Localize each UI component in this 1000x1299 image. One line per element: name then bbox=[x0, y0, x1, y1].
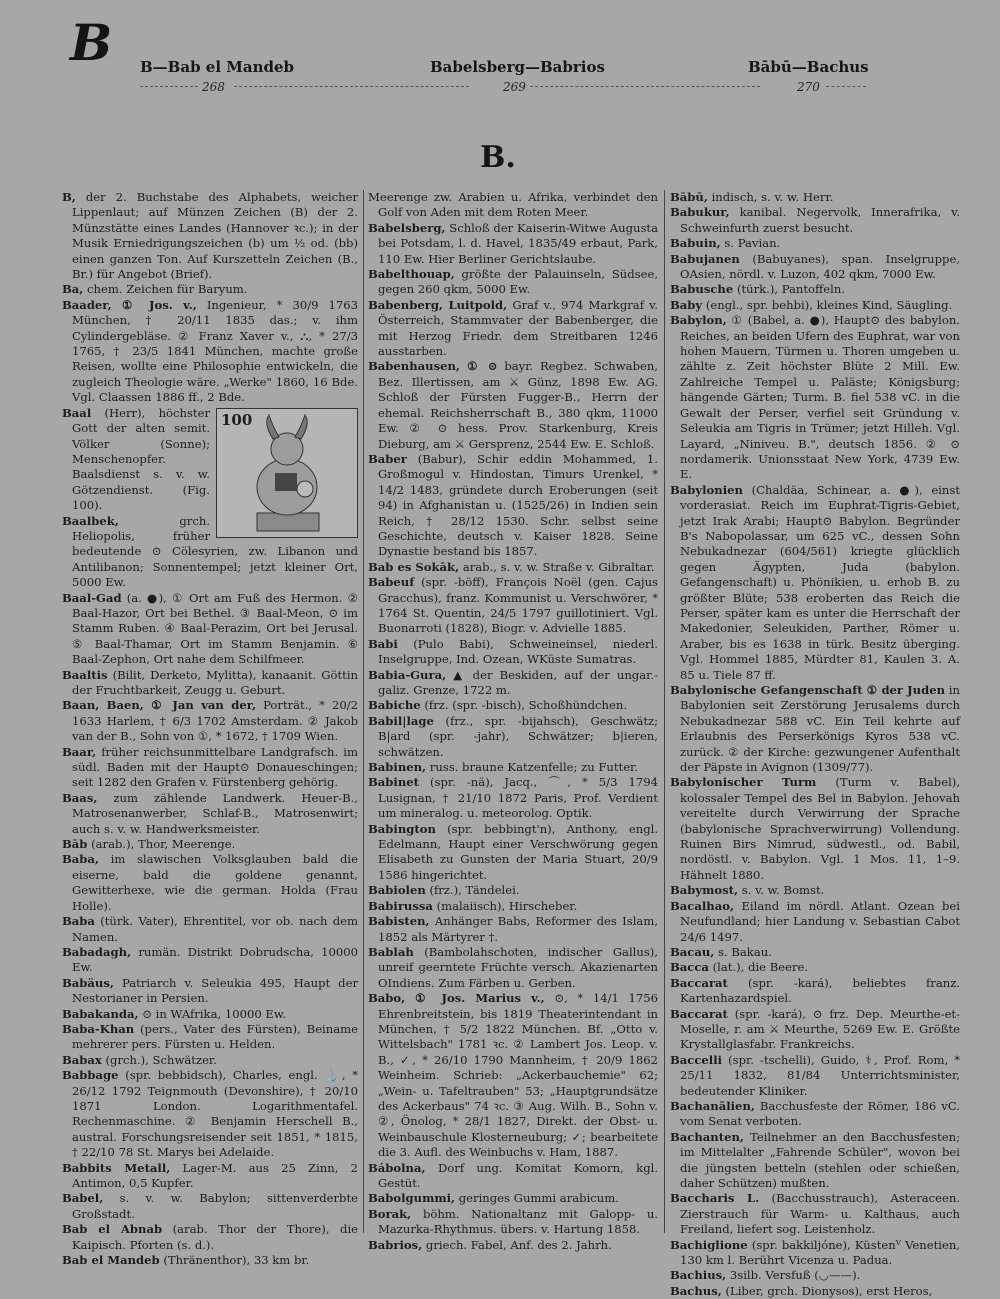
entry-text: (Babuyanes), span. Inselgruppe, OAsien, nördl. v. Luzon, 402 qkm, 7000 Ew. bbox=[680, 251, 960, 282]
entry-text: (engl., spr. behbi), kleines Kind, Säugling. bbox=[705, 297, 953, 312]
entry-headword: Baba bbox=[62, 914, 95, 929]
entry-text: (grch.), Schwätzer. bbox=[105, 1052, 217, 1067]
entry-headword: Bablah bbox=[368, 944, 414, 959]
entry-text: (frz.), Tändelei. bbox=[429, 883, 520, 898]
dictionary-entry bbox=[670, 883, 960, 898]
dictionary-entry bbox=[62, 1161, 358, 1192]
entry-headword: Babenberg, Luitpold, bbox=[368, 297, 508, 312]
entry-headword: Babuin, bbox=[670, 236, 721, 251]
entry-headword: Babenhausen, ① ⊙ bbox=[368, 359, 498, 374]
entry-headword: Bacca bbox=[670, 960, 709, 975]
dictionary-entry bbox=[670, 313, 960, 482]
dictionary-entry bbox=[670, 1191, 960, 1237]
entry-headword: Baalbek, bbox=[62, 513, 119, 528]
entry-headword: Babinen, bbox=[368, 760, 427, 775]
entry-text: (Bilit, Derketo, Mylitta), kanaanit. Göttin der Fruchtbarkeit, Zeugg u. Geburt. bbox=[72, 667, 358, 697]
entry-headword: Babolgummi, bbox=[368, 1191, 456, 1206]
dictionary-entry bbox=[368, 637, 658, 668]
entry-text: (spr. -nä), Jacq., ⌒, * 5/3 1794 Lusignan, † 21/10 1872 Paris, Prof. Verdient um mineralog. u. meteorolog. Optik. bbox=[378, 775, 658, 821]
dictionary-entry bbox=[670, 190, 960, 205]
entry-text: ▲ der Beskiden, auf der ungar.-galiz. Grenze, 1722 m. bbox=[378, 667, 659, 697]
entry-headword: Babadagh, bbox=[62, 944, 132, 959]
entry-text: Bacchusfeste der Römer, 186 vC. vom Senat verboten. bbox=[680, 1098, 960, 1129]
column-divider bbox=[363, 190, 364, 1233]
dictionary-entry bbox=[670, 976, 960, 1007]
entry-headword: Baccelli bbox=[670, 1052, 723, 1067]
entry-headword: Babi bbox=[368, 636, 398, 651]
entry-text: Eiland im nördl. Atlant. Ozean bei Neufundland; hier Landung v. Sebastian Cabot 24/6 1497. bbox=[680, 898, 960, 944]
dictionary-entry bbox=[368, 899, 658, 914]
divider bbox=[530, 86, 760, 87]
dictionary-entry bbox=[670, 1238, 960, 1269]
entry-text: im slawischen Volksglauben bald die eiserne, bald die goldene genannt, Gewitterhexe, wie die german. Holda (Frau Holle). bbox=[72, 852, 358, 913]
baal-illustration bbox=[216, 408, 358, 538]
dictionary-entry bbox=[368, 452, 658, 560]
entry-headword: Bachus, bbox=[670, 1283, 722, 1298]
entry-text: Patriarch v. Seleukia 495, Haupt der Nestorianer in Persien. bbox=[72, 975, 358, 1006]
dictionary-entry bbox=[62, 1222, 358, 1253]
entry-text: (spr. bebbingt'n), Anthony, engl. Edelmann, Haupt einer Verschwörung gegen Elisabeth zu Gunsten der Maria Stuart, 20/9 1586 hingerichtet. bbox=[378, 821, 659, 882]
dictionary-entry bbox=[368, 698, 658, 713]
entry-text: (Babur), Schir eddin Mohammed, 1. Großmogul v. Hindostan, Timurs Urenkel, * 14/2 1483, gründete durch Eroberungen (seit 94) in Afghanistan u. (1525/26) in Indien sein Reich, † 28/12 1530. Schr. selbst seine Geschichte, deutsch v. Kaiser 1828. Seine Dynastie bestand bis 1857. bbox=[378, 451, 658, 559]
entry-text: (spr. -kará), ⊙ frz. Dep. Meurthe-et-Moselle, r. am ⚔ Meurthe, 5269 Ew. E. Größte Krystallglasfabr. Frankreichs. bbox=[680, 1006, 961, 1052]
entry-headword: B, bbox=[62, 190, 76, 204]
dictionary-entry bbox=[62, 190, 358, 282]
entry-headword: Baader, ① Jos. v., bbox=[62, 297, 197, 312]
entry-text: s. v. w. Babylon; sittenverderbte Großstadt. bbox=[72, 1191, 358, 1221]
entry-headword: Babylonischer Turm bbox=[670, 775, 817, 790]
entry-text: zum zählende Landwerk. Heuer-B., Matrosenanwerber, Schlaf-B., Matrosenwirt; auch s. v. w. Handwerksmeister. bbox=[72, 790, 358, 836]
entry-text: Meerenge zw. Arabien u. Afrika, verbindet den Golf von Aden mit dem Roten Meer. bbox=[368, 190, 658, 220]
dictionary-entry bbox=[368, 883, 658, 898]
entry-headword: Babo, ① Jos. Marius v., bbox=[368, 991, 545, 1006]
entry-text: s. Bakau. bbox=[718, 944, 772, 959]
dictionary-entry bbox=[62, 698, 358, 744]
dictionary-entry bbox=[62, 837, 358, 852]
dictionary-entry bbox=[670, 775, 960, 883]
running-head-left: B—Bab el Mandeb bbox=[140, 58, 294, 76]
section-letter: B bbox=[70, 13, 113, 72]
entry-text: Ingenieur, * 30/9 1763 München, † 20/11 1835 das.; v. ihm Cylindergebläse. ② Franz Xaver v., ⛬, * 27/3 1765, † 23/5 1841 München, machte große Reisen, wollte eine Philosophie entwickeln, die zugleich Theologie wäre. „Werke" 1860, 16 Bde. Vgl. Claassen 1886 ff., 2 Bde. bbox=[72, 297, 358, 405]
entry-text: bayr. Regbez. Schwaben, Bez. Illertissen, am ⚔ Günz, 1898 Ew. AG. Schloß der Fürsten Fugger-B., Herrn der ehemal. Reichsherrschaft B., 380 qkm, 11000 Ew. ② ⊙ hess. Prov. Starkenburg, Kreis Dieburg, am ⚔ Gersprenz, 2544 Ew. E. Schloß. bbox=[378, 359, 659, 451]
dictionary-entry bbox=[62, 1053, 358, 1068]
running-head-center: Babelsberg—Babrios bbox=[430, 58, 605, 76]
entry-text: (pers., Vater des Fürsten), Beiname mehrerer pers. Fürsten u. Helden. bbox=[72, 1021, 359, 1052]
column-divider bbox=[664, 190, 665, 1233]
entry-headword: Bacau, bbox=[670, 944, 715, 959]
entry-text: böhm. Nationaltanz mit Galopp- u. Mazurka-Rhythmus. übers. v. Hartung 1858. bbox=[378, 1206, 659, 1237]
dictionary-entry bbox=[670, 960, 960, 975]
entry-headword: Babax bbox=[62, 1052, 102, 1067]
dictionary-entry bbox=[670, 298, 960, 313]
entry-text: ⊙ in WAfrika, 10000 Ew. bbox=[142, 1006, 287, 1021]
page-number: 268 bbox=[202, 80, 225, 94]
entry-headword: Babil|lage bbox=[368, 713, 434, 728]
dictionary-entry bbox=[368, 714, 658, 760]
entry-headword: Babylonien bbox=[670, 482, 743, 497]
entry-headword: Borak, bbox=[368, 1206, 412, 1221]
entry-text: griech. Fabel, Anf. des 2. Jahrh. bbox=[425, 1237, 612, 1252]
entry-text: (Bambolahschoten, indischer Gallus), unreif geerntete Früchte versch. Akazienarten OIndiens. Zum Färben u. Gerben. bbox=[378, 944, 658, 990]
entry-headword: Baas, bbox=[62, 790, 98, 805]
running-head-right: Bābū—Bachus bbox=[748, 58, 869, 76]
dictionary-entry bbox=[368, 668, 658, 699]
dictionary-entry bbox=[368, 914, 658, 945]
entry-text: 3silb. Versfuß (◡——). bbox=[729, 1268, 861, 1283]
entry-text: (a. ●), ① Ort am Fuß des Hermon. ② Baal-Hazor, Ort bei Bethel. ③ Baal-Meon, ⊙ im Stamm Ruben. ④ Baal-Perazim, Ort bei Jerusal. ⑤ Baal-Thamar, Ort im Stamm Benjamin. ⑥ Baal-Zephon, Ort nahe dem Schilfmeer. bbox=[72, 590, 358, 667]
dictionary-entry bbox=[368, 1161, 658, 1192]
entry-headword: Babbits Metall, bbox=[62, 1160, 171, 1175]
dictionary-entry bbox=[670, 1053, 960, 1099]
entry-headword: Baba, bbox=[62, 852, 99, 867]
entry-headword: Babujanen bbox=[670, 251, 740, 266]
dictionary-entry bbox=[670, 1130, 960, 1192]
entry-text: (arab.), Thor, Meerenge. bbox=[91, 837, 236, 852]
entry-text: (Thränenthor), 33 km br. bbox=[163, 1253, 310, 1268]
dictionary-entry bbox=[368, 575, 658, 637]
dictionary-entry bbox=[62, 791, 358, 837]
dictionary-entry bbox=[62, 591, 358, 668]
entry-text: (türk.), Pantoffeln. bbox=[736, 282, 845, 297]
entry-headword: Babington bbox=[368, 821, 436, 836]
figure-number: 100 bbox=[221, 410, 253, 429]
entry-headword: Babelsberg, bbox=[368, 220, 446, 235]
page-number: 270 bbox=[797, 80, 820, 94]
dictionary-entry bbox=[368, 1191, 658, 1206]
dictionary-entry bbox=[670, 1268, 960, 1283]
dictionary-entry bbox=[670, 483, 960, 683]
entry-text: der 2. Buchstabe des Alphabets, weicher Lippenlaut; auf Münzen Zeichen (B) der 2. Münzstätte eines Landes (Hannover ꝛc.); in der Musik Erniedrigungszeichen (b) um ½ od. (bb) einen ganzen Ton. Auf Kurszetteln Zeichen (B., Br.) für Angebot (Brief). bbox=[72, 190, 358, 282]
entry-headword: Babukur, bbox=[670, 205, 730, 220]
entry-text: (spr. -kará), beliebtes franz. Kartenhazardspiel. bbox=[680, 975, 960, 1006]
entry-text: (Pulo Babi), Schweineinsel, niederl. Inselgruppe, Ind. Ozean, WKüste Sumatras. bbox=[378, 636, 658, 667]
page-number: 269 bbox=[503, 80, 526, 94]
entry-text: (Herr), höchster Gott der alten semit. Völker (Sonne); Menschenopfer. Baalsdienst s. v. w. Götzendienst. (Fig. 100). bbox=[72, 405, 210, 513]
entry-text: (frz., spr. -bijahsch), Geschwätz; B|ard (spr. -jahr), Schwätzer; b|ieren, schwätzen. bbox=[378, 713, 658, 759]
entry-text: Anhänger Babs, Reformer des Islam, 1852 als Märtyrer †. bbox=[378, 914, 659, 944]
text-column-2 bbox=[368, 190, 659, 1252]
divider bbox=[140, 86, 198, 87]
entry-text: (spr. bebbidsch), Charles, engl. ⚓, * 26/12 1792 Teignmouth (Devonshire), † 20/10 1871 London. Logarithmentafel. Rechenmaschine. ② Benjamin Herschell B., austral. Forschungsreisender seit 1851, * 1815, † 22/10 78 St. Marys bei Adelaide. bbox=[72, 1068, 358, 1160]
dictionary-entry bbox=[670, 1099, 960, 1130]
entry-headword: Bachanten, bbox=[670, 1129, 744, 1144]
dictionary-entry bbox=[368, 267, 658, 298]
entry-headword: Bábolna, bbox=[368, 1160, 426, 1175]
dictionary-entry bbox=[368, 221, 658, 267]
entry-headword: Bab es Sokāk, bbox=[368, 559, 460, 574]
entry-headword: Baba-Khan bbox=[62, 1021, 135, 1036]
entry-headword: Bachius, bbox=[670, 1268, 727, 1283]
entry-headword: Babbage bbox=[62, 1068, 119, 1083]
dictionary-entry bbox=[62, 1007, 358, 1022]
dictionary-entry bbox=[62, 668, 358, 699]
dictionary-entry bbox=[368, 560, 658, 575]
dictionary-entry bbox=[62, 852, 358, 914]
entry-headword: Babäus, bbox=[62, 975, 114, 990]
dictionary-entry bbox=[368, 359, 658, 451]
dictionary-entry bbox=[62, 1253, 358, 1268]
entry-headword: Babakanda, bbox=[62, 1006, 139, 1021]
entry-headword: Babia-Gura, bbox=[368, 667, 447, 682]
dictionary-entry bbox=[670, 683, 960, 775]
text-column-1 bbox=[62, 190, 359, 1268]
entry-headword: Baar, bbox=[62, 744, 97, 759]
entry-headword: Bacalhao, bbox=[670, 898, 734, 913]
entry-text: Lager-M. aus 25 Zinn, 2 Antimon, 0,5 Kupfer. bbox=[72, 1160, 358, 1190]
entry-text: (spr. -böff), François Noël (gen. Cajus Gracchus), franz. Kommunist u. Verschwörer, * 1764 St. Quentin, 24/5 1797 guillotiniert. Vgl. Buonarroti (1828), Biogr. v. Advielle 1885. bbox=[378, 575, 658, 636]
dictionary-entry bbox=[670, 945, 960, 960]
entry-text: früher reichsunmittelbare Landgrafsch. im südl. Baden mit der Haupt⊙ Donaueschingen; seit 1282 den Grafen v. Fürstenberg gehörig. bbox=[72, 744, 358, 790]
dictionary-entry bbox=[368, 991, 658, 1160]
entry-headword: Babylonische Gefangenschaft ① der Juden bbox=[670, 683, 946, 697]
dictionary-entry bbox=[368, 822, 658, 884]
entry-text: (Turm v. Babel), kolossaler Tempel des Bel in Babylon. Jehovah vereitelte durch Verwirrung der Sprache (babylonische Sprachverwirrung) Vollendung. Ruinen Birs Nimrud, südwestl., od. Babil, nordöstl. v. Babylon. Vgl. 1 Mos. 11, 1–9. Hähnelt 1880. bbox=[680, 775, 961, 882]
entry-text: (spr. bakkiljóne), Küstenⱽ Venetien, 130 km l. Berührt Vicenza u. Padua. bbox=[680, 1237, 960, 1268]
entry-text: s. v. w. Bomst. bbox=[741, 883, 825, 898]
dictionary-entry bbox=[62, 914, 358, 945]
entry-text: Schloß der Kaiserin-Witwe Augusta bei Potsdam, l. d. Havel, 1835/49 erbaut, Park, 110 Ew. Hier Berliner Gerichtslaube. bbox=[378, 220, 659, 266]
dictionary-entry bbox=[62, 976, 358, 1007]
entry-text: Graf v., 974 Markgraf v. Österreich, Stammvater der Babenberger, die mit Herzog Friedr. dem Streitbaren 1246 ausstarben. bbox=[378, 297, 658, 359]
entry-headword: Babusche bbox=[670, 282, 734, 297]
entry-text: Teilnehmer an den Bacchusfesten; im Mittelalter „Fahrende Schüler", wovon bei die jüngsten betteln (stehlen oder schießen, daher Schützen) mußten. bbox=[680, 1129, 960, 1190]
entry-headword: Babylon, bbox=[670, 313, 727, 328]
dictionary-entry bbox=[670, 236, 960, 251]
entry-headword: Bab el Abnab bbox=[62, 1222, 163, 1237]
dictionary-entry bbox=[62, 1068, 358, 1160]
entry-headword: Babymost, bbox=[670, 883, 739, 898]
entry-headword: Babrios, bbox=[368, 1237, 423, 1252]
divider bbox=[234, 86, 469, 87]
dictionary-entry bbox=[670, 205, 960, 236]
dictionary-entry bbox=[670, 252, 960, 283]
entry-headword: Bachanālien, bbox=[670, 1098, 755, 1113]
entry-headword: Babisten, bbox=[368, 914, 430, 929]
dictionary-entry bbox=[670, 899, 960, 945]
dictionary-entry bbox=[62, 945, 358, 976]
dictionary-entry bbox=[368, 775, 658, 821]
dictionary-entry bbox=[670, 1007, 960, 1053]
dictionary-entry bbox=[62, 282, 358, 297]
entry-text: (arab. Thor der Thore), die Kaipisch. Pforten (s. d.). bbox=[72, 1222, 359, 1252]
entry-text: chem. Zeichen für Baryum. bbox=[87, 282, 248, 297]
entry-text: Dorf ung. Komitat Komorn, kgl. Gestüt. bbox=[378, 1160, 659, 1190]
entry-text: ⊙, * 14/1 1756 Ehrenbreitstein, bis 1819 Theaterintendant in München, † 5/2 1822 München. Bf. „Otto v. Wittelsbach" 1781 ꝛc. ② Lambert Jos. Leop. v. B., ✓, * 26/10 1790 Mannheim, † 20/9 1862 Weinheim. Schrieb: „Ackerbauchemie" 62; „Wein- u. Tafeltrauben" 53; „Hauptgrundsätze des Ackerbaus" 74 ꝛc. ③ Aug. Wilh. B., Sohn v. ②, Önolog, * 28/1 1827, Direkt. der Obst- u. Weinbauschule Klosterneuburg; ✓; bearbeitete die 3. Aufl. des Weinbuchs v. Ham, 1887. bbox=[378, 991, 659, 1160]
entry-text: indisch, s. v. w. Herr. bbox=[711, 190, 834, 204]
entry-headword: Baal-Gad bbox=[62, 590, 122, 605]
entry-text: rumän. Distrikt Dobrudscha, 10000 Ew. bbox=[72, 944, 358, 975]
section-title: B. bbox=[480, 140, 516, 175]
entry-headword: Babiche bbox=[368, 698, 421, 713]
dictionary-entry bbox=[670, 282, 960, 297]
entry-headword: Babinet bbox=[368, 775, 419, 790]
entry-text: größte der Palauinseln, Südsee, gegen 260 qkm, 5000 Ew. bbox=[378, 267, 659, 297]
dictionary-entry bbox=[62, 745, 358, 791]
entry-text: (Liber, grch. Dionysos), erst Heros, bbox=[725, 1283, 933, 1298]
entry-text: ① (Babel, a. ●), Haupt⊙ des babylon. Reiches, an beiden Ufern des Euphrat, war von hohen Mauern, Türmen u. Thoren umgeben u. zählte z. Zeit höchster Blüte 2 Mill. Ew. Zahlreiche Tempel u. Paläste; Königsburg; hängende Gärten; Turm. B. fiel 538 vC. in die Gewalt der Perser, verfiel seit Gründung v. Seleukia am Tigris in Trümer; jetzt Hilleh. Vgl. Layard, „Niniveu. B.", deutsch 1856. ② ⊙ nordamerik. Unionsstaat New York, 4739 Ew. E. bbox=[680, 313, 960, 482]
dictionary-entry bbox=[368, 1238, 658, 1253]
entry-text: s. Pavian. bbox=[724, 236, 781, 251]
entry-text: grch. Heliopolis, früher bedeutende ⊙ Cölesyrien, zw. Libanon und Antilibanon; Sonnentempel; jetzt kleiner Ort, 5000 Ew. bbox=[72, 513, 358, 590]
entry-headword: Babeuf bbox=[368, 575, 415, 590]
entry-text: in Babylonien seit Zerstörung Jerusalems durch Nebukadnezar 588 vC. Ein Teil kehrte auf Erlaubnis des Perserkönigs Kyros 538 vC. zurück. ② der Kirche: gezwungener Aufenthalt der Päpste in Avignon (1309/77). bbox=[680, 683, 960, 775]
entry-text: (malaiisch), Hirscheber. bbox=[436, 898, 578, 913]
entry-text: russ. braune Katzenfelle; zu Futter. bbox=[429, 760, 639, 775]
entry-headword: Babiolen bbox=[368, 883, 426, 898]
dictionary-entry bbox=[368, 1207, 658, 1238]
entry-headword: Baaltis bbox=[62, 667, 108, 682]
entry-headword: Babel, bbox=[62, 1191, 104, 1206]
entry-text: kanibal. Negervolk, Innerafrika, v. Schweinfurth zuerst besucht. bbox=[680, 205, 961, 235]
entry-headword: Baccarat bbox=[670, 1006, 728, 1021]
dictionary-entry bbox=[62, 1191, 358, 1222]
entry-text: (Bacchusstrauch), Asteraceen. Zierstrauch für Warm- u. Kalthaus, auch Freiland, liefert sog. Leistenholz. bbox=[680, 1191, 961, 1237]
entry-headword: Baby bbox=[670, 297, 703, 312]
entry-headword: Baccarat bbox=[670, 975, 728, 990]
entry-text: geringes Gummi arabicum. bbox=[458, 1191, 619, 1206]
entry-headword: Bachiglione bbox=[670, 1237, 748, 1252]
entry-headword: Ba, bbox=[62, 282, 84, 297]
dictionary-entry bbox=[368, 298, 658, 360]
entry-text: (Chaldäa, Schinear, a. ●), einst vorderasiat. Reich im Euphrat-Tigris-Gebiet, jetzt Irak Arabi; Haupt⊙ Babylon. Begründer B's Nabopolassar, um 625 vC., dessen Sohn Nebukadnezar (604/561) kriegte glücklich gegen Ägypten, Juda (babylon. Gefangenschaft) u. Phönikien, u. erhob B. zu größter Blüte; 538 eroberten das Reich die Perser, später kam es unter die Herrschaft der Makedonier, Seleukiden, Parther, Römer u. Araber, bis es 1638 in türk. Besitz überging. Vgl. Hommel 1885, Mürdter 81, Kaulen 3. A. 85 u. Tiele 87 ff. bbox=[680, 482, 961, 682]
dictionary-entry bbox=[670, 1284, 960, 1299]
entry-headword: Bāb bbox=[62, 837, 88, 852]
entry-headword: Baal bbox=[62, 405, 92, 420]
entry-headword: Baan, Baen, ① Jan van der, bbox=[62, 698, 257, 713]
text-column-3 bbox=[670, 190, 961, 1298]
entry-headword: Bābū, bbox=[670, 190, 708, 204]
entry-headword: Babelthouap, bbox=[368, 267, 455, 282]
divider bbox=[826, 86, 866, 87]
entry-text: Porträt., * 20/2 1633 Harlem, † 6/3 1702 Amsterdam. ② Jakob van der B., Sohn von ①, * 1672, † 1709 Wien. bbox=[72, 698, 359, 744]
entry-headword: Bab el Mandeb bbox=[62, 1253, 160, 1268]
dictionary-entry bbox=[368, 190, 658, 221]
dictionary-entry bbox=[62, 1022, 358, 1053]
dictionary-entry bbox=[62, 298, 358, 406]
entry-text: (lat.), die Beere. bbox=[712, 960, 809, 975]
entry-text: (türk. Vater), Ehrentitel, vor ob. nach dem Namen. bbox=[72, 914, 359, 944]
dictionary-entry bbox=[368, 760, 658, 775]
entry-text: (spr. -tschelli), Guido, ⚕, Prof. Rom, * 25/11 1832, 81/84 Unterrichtsminister, bedeutender Kliniker. bbox=[680, 1052, 960, 1098]
dictionary-entry bbox=[368, 945, 658, 991]
entry-headword: Baber bbox=[368, 451, 407, 466]
entry-headword: Baccharis L. bbox=[670, 1191, 760, 1206]
entry-headword: Babirussa bbox=[368, 898, 433, 913]
entry-text: (frz. (spr. -bisch), Schoßhündchen. bbox=[424, 698, 628, 713]
entry-text: arab., s. v. w. Straße v. Gibraltar. bbox=[462, 559, 655, 574]
